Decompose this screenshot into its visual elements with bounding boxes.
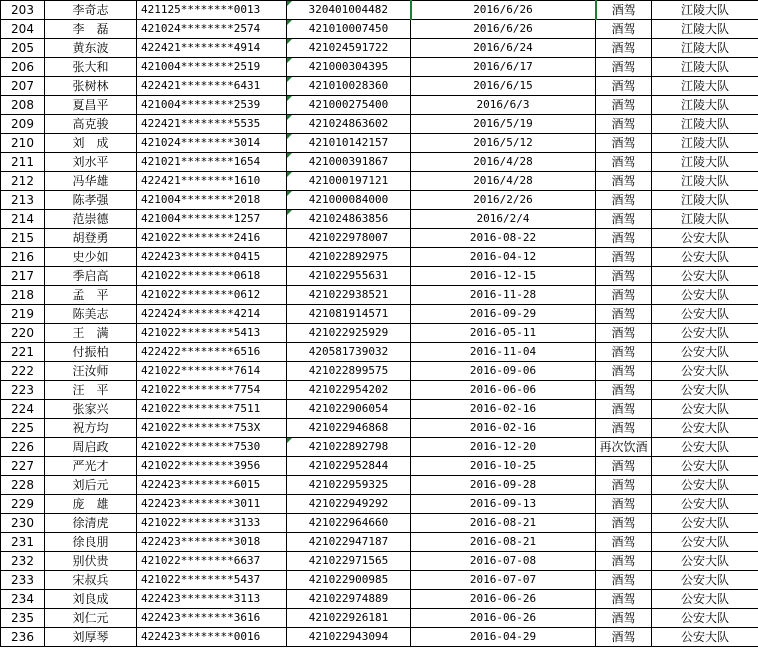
license-number-cell[interactable]: 421000197121 <box>287 172 411 191</box>
date-cell[interactable]: 2016/2/26 <box>411 191 596 210</box>
date-cell[interactable]: 2016-02-16 <box>411 419 596 438</box>
violation-cell[interactable]: 酒驾 <box>596 39 652 58</box>
row-number-cell[interactable]: 235 <box>1 609 45 628</box>
table-row[interactable] <box>1 362 758 381</box>
unit-cell[interactable]: 公安大队 <box>652 457 758 476</box>
row-number-cell[interactable]: 218 <box>1 286 45 305</box>
table-row[interactable] <box>1 153 758 172</box>
name-cell[interactable]: 别伏贵 <box>45 552 137 571</box>
name-cell[interactable]: 胡登勇 <box>45 229 137 248</box>
name-cell[interactable]: 孟 平 <box>45 286 137 305</box>
row-number-cell[interactable]: 231 <box>1 533 45 552</box>
violation-cell[interactable]: 酒驾 <box>596 628 652 647</box>
violation-cell[interactable]: 酒驾 <box>596 552 652 571</box>
table-row[interactable] <box>1 229 758 248</box>
date-cell[interactable]: 2016/4/28 <box>411 153 596 172</box>
unit-cell[interactable]: 公安大队 <box>652 324 758 343</box>
license-number-cell[interactable]: 421024863602 <box>287 115 411 134</box>
date-cell[interactable]: 2016-04-12 <box>411 248 596 267</box>
name-cell[interactable]: 宋叔兵 <box>45 571 137 590</box>
table-row[interactable] <box>1 267 758 286</box>
license-number-cell[interactable]: 420581739032 <box>287 343 411 362</box>
violation-cell[interactable]: 酒驾 <box>596 267 652 286</box>
table-row[interactable] <box>1 590 758 609</box>
table-row[interactable] <box>1 39 758 58</box>
unit-cell[interactable]: 江陵大队 <box>652 153 758 172</box>
violation-cell[interactable]: 酒驾 <box>596 457 652 476</box>
date-cell[interactable]: 2016-06-26 <box>411 590 596 609</box>
name-cell[interactable]: 冯华雄 <box>45 172 137 191</box>
violation-cell[interactable]: 酒驾 <box>596 419 652 438</box>
name-cell[interactable]: 季启高 <box>45 267 137 286</box>
unit-cell[interactable]: 公安大队 <box>652 343 758 362</box>
name-cell[interactable]: 李 磊 <box>45 20 137 39</box>
table-row[interactable] <box>1 248 758 267</box>
id-number-cell[interactable]: 421022********2416 <box>137 229 287 248</box>
license-number-cell[interactable]: 421022947187 <box>287 533 411 552</box>
row-number-cell[interactable]: 222 <box>1 362 45 381</box>
violation-cell[interactable]: 酒驾 <box>596 381 652 400</box>
violation-cell[interactable]: 酒驾 <box>596 58 652 77</box>
id-number-cell[interactable]: 422423********3018 <box>137 533 287 552</box>
date-cell[interactable]: 2016/6/17 <box>411 58 596 77</box>
license-number-cell[interactable]: 421000304395 <box>287 58 411 77</box>
row-number-cell[interactable]: 208 <box>1 96 45 115</box>
license-number-cell[interactable]: 421024591722 <box>287 39 411 58</box>
row-number-cell[interactable]: 221 <box>1 343 45 362</box>
unit-cell[interactable]: 江陵大队 <box>652 39 758 58</box>
table-row[interactable] <box>1 96 758 115</box>
id-number-cell[interactable]: 421004********2519 <box>137 58 287 77</box>
id-number-cell[interactable]: 421004********2539 <box>137 96 287 115</box>
table-row[interactable] <box>1 419 758 438</box>
date-cell[interactable]: 2016-05-11 <box>411 324 596 343</box>
violation-cell[interactable]: 酒驾 <box>596 248 652 267</box>
license-number-cell[interactable]: 421022978007 <box>287 229 411 248</box>
license-number-cell[interactable]: 421022943094 <box>287 628 411 647</box>
name-cell[interactable]: 周启政 <box>45 438 137 457</box>
date-cell[interactable]: 2016-10-25 <box>411 457 596 476</box>
violation-cell[interactable]: 酒驾 <box>596 324 652 343</box>
violation-cell[interactable]: 酒驾 <box>596 609 652 628</box>
id-number-cell[interactable]: 421022********0612 <box>137 286 287 305</box>
license-number-cell[interactable]: 421022964660 <box>287 514 411 533</box>
table-body <box>1 1 758 647</box>
unit-cell[interactable]: 江陵大队 <box>652 20 758 39</box>
license-number-cell[interactable]: 421024863856 <box>287 210 411 229</box>
name-cell[interactable]: 李奇志 <box>45 1 137 20</box>
row-number-cell[interactable]: 223 <box>1 381 45 400</box>
license-number-cell[interactable]: 421022954202 <box>287 381 411 400</box>
date-cell[interactable]: 2016-06-06 <box>411 381 596 400</box>
table-row[interactable] <box>1 514 758 533</box>
table-row[interactable] <box>1 381 758 400</box>
table-row[interactable] <box>1 305 758 324</box>
violation-cell[interactable]: 再次饮酒 <box>596 438 652 457</box>
id-number-cell[interactable]: 422422********6516 <box>137 343 287 362</box>
violation-cell[interactable]: 酒驾 <box>596 571 652 590</box>
row-number-cell[interactable]: 206 <box>1 58 45 77</box>
violation-cell[interactable]: 酒驾 <box>596 400 652 419</box>
name-cell[interactable]: 张大和 <box>45 58 137 77</box>
row-number-cell[interactable]: 205 <box>1 39 45 58</box>
license-number-cell[interactable]: 421010007450 <box>287 20 411 39</box>
violation-cell[interactable]: 酒驾 <box>596 305 652 324</box>
name-cell[interactable]: 王 满 <box>45 324 137 343</box>
violation-cell[interactable]: 酒驾 <box>596 514 652 533</box>
table-row[interactable] <box>1 134 758 153</box>
unit-cell[interactable]: 江陵大队 <box>652 1 758 20</box>
unit-cell[interactable]: 江陵大队 <box>652 210 758 229</box>
row-number-cell[interactable]: 229 <box>1 495 45 514</box>
id-number-cell[interactable]: 422424********4214 <box>137 305 287 324</box>
table-row[interactable] <box>1 172 758 191</box>
license-number-cell[interactable]: 421022926181 <box>287 609 411 628</box>
violation-cell[interactable]: 酒驾 <box>596 476 652 495</box>
date-cell[interactable]: 2016/4/28 <box>411 172 596 191</box>
violation-cell[interactable]: 酒驾 <box>596 20 652 39</box>
name-cell[interactable]: 严光才 <box>45 457 137 476</box>
table-row[interactable] <box>1 495 758 514</box>
violation-cell[interactable]: 酒驾 <box>596 286 652 305</box>
name-cell[interactable]: 庞 雄 <box>45 495 137 514</box>
unit-cell[interactable]: 公安大队 <box>652 248 758 267</box>
license-number-cell[interactable]: 421022906054 <box>287 400 411 419</box>
date-cell[interactable]: 2016-07-08 <box>411 552 596 571</box>
license-number-cell[interactable]: 421000084000 <box>287 191 411 210</box>
license-number-cell[interactable]: 421022946868 <box>287 419 411 438</box>
id-number-cell[interactable]: 422421********4914 <box>137 39 287 58</box>
violation-cell[interactable]: 酒驾 <box>596 153 652 172</box>
name-cell[interactable]: 陈孝强 <box>45 191 137 210</box>
date-cell[interactable]: 2016/6/3 <box>411 96 596 115</box>
name-cell[interactable]: 范崇德 <box>45 210 137 229</box>
violation-cell[interactable]: 酒驾 <box>596 495 652 514</box>
unit-cell[interactable]: 公安大队 <box>652 514 758 533</box>
id-number-cell[interactable]: 422423********3011 <box>137 495 287 514</box>
name-cell[interactable]: 张树林 <box>45 77 137 96</box>
table-row[interactable] <box>1 58 758 77</box>
id-number-cell[interactable]: 421022********6637 <box>137 552 287 571</box>
id-number-cell[interactable]: 421022********0618 <box>137 267 287 286</box>
unit-cell[interactable]: 江陵大队 <box>652 58 758 77</box>
date-cell[interactable]: 2016-08-22 <box>411 229 596 248</box>
table-row[interactable] <box>1 1 758 20</box>
unit-cell[interactable]: 公安大队 <box>652 229 758 248</box>
violation-cell[interactable]: 酒驾 <box>596 343 652 362</box>
date-cell[interactable]: 2016-04-29 <box>411 628 596 647</box>
name-cell[interactable]: 刘良成 <box>45 590 137 609</box>
date-cell[interactable]: 2016-09-13 <box>411 495 596 514</box>
unit-cell[interactable]: 江陵大队 <box>652 134 758 153</box>
license-number-cell[interactable]: 421081914571 <box>287 305 411 324</box>
row-number-cell[interactable]: 212 <box>1 172 45 191</box>
unit-cell[interactable]: 公安大队 <box>652 552 758 571</box>
row-number-cell[interactable]: 230 <box>1 514 45 533</box>
name-cell[interactable]: 祝方均 <box>45 419 137 438</box>
violation-cell[interactable]: 酒驾 <box>596 77 652 96</box>
table-row[interactable] <box>1 210 758 229</box>
row-number-cell[interactable]: 224 <box>1 400 45 419</box>
license-number-cell[interactable]: 421022949292 <box>287 495 411 514</box>
row-number-cell[interactable]: 204 <box>1 20 45 39</box>
table-row[interactable] <box>1 457 758 476</box>
row-number-cell[interactable]: 219 <box>1 305 45 324</box>
row-number-cell[interactable]: 209 <box>1 115 45 134</box>
violation-cell[interactable]: 酒驾 <box>596 362 652 381</box>
date-cell[interactable]: 2016-07-07 <box>411 571 596 590</box>
name-cell[interactable]: 夏昌平 <box>45 96 137 115</box>
row-number-cell[interactable]: 210 <box>1 134 45 153</box>
unit-cell[interactable]: 公安大队 <box>652 438 758 457</box>
id-number-cell[interactable]: 422423********3616 <box>137 609 287 628</box>
name-cell[interactable]: 汪 平 <box>45 381 137 400</box>
id-number-cell[interactable]: 421024********3014 <box>137 134 287 153</box>
row-number-cell[interactable]: 213 <box>1 191 45 210</box>
name-cell[interactable]: 刘厚琴 <box>45 628 137 647</box>
row-number-cell[interactable]: 215 <box>1 229 45 248</box>
name-cell[interactable]: 刘仁元 <box>45 609 137 628</box>
date-cell[interactable]: 2016-11-28 <box>411 286 596 305</box>
table-row[interactable] <box>1 438 758 457</box>
unit-cell[interactable]: 公安大队 <box>652 476 758 495</box>
table-row[interactable] <box>1 533 758 552</box>
table-row[interactable] <box>1 476 758 495</box>
violation-cell[interactable]: 酒驾 <box>596 533 652 552</box>
license-number-cell[interactable]: 421022971565 <box>287 552 411 571</box>
id-number-cell[interactable]: 422421********6431 <box>137 77 287 96</box>
unit-cell[interactable]: 公安大队 <box>652 590 758 609</box>
license-number-cell[interactable]: 421000275400 <box>287 96 411 115</box>
date-cell[interactable]: 2016-09-06 <box>411 362 596 381</box>
violation-cell[interactable]: 酒驾 <box>596 115 652 134</box>
date-cell[interactable]: 2016/6/26 <box>411 20 596 39</box>
date-cell[interactable]: 2016-12-20 <box>411 438 596 457</box>
license-number-cell[interactable]: 320401004482 <box>287 1 411 20</box>
unit-cell[interactable]: 公安大队 <box>652 400 758 419</box>
table-row[interactable] <box>1 20 758 39</box>
unit-cell[interactable]: 公安大队 <box>652 362 758 381</box>
violation-cell[interactable]: 酒驾 <box>596 191 652 210</box>
row-number-cell[interactable]: 217 <box>1 267 45 286</box>
violation-cell[interactable]: 酒驾 <box>596 96 652 115</box>
name-cell[interactable]: 徐清虎 <box>45 514 137 533</box>
id-number-cell[interactable]: 422423********0415 <box>137 248 287 267</box>
id-number-cell[interactable]: 421022********7754 <box>137 381 287 400</box>
id-number-cell[interactable]: 421004********2018 <box>137 191 287 210</box>
license-number-cell[interactable]: 421022892798 <box>287 438 411 457</box>
id-number-cell[interactable]: 421022********7530 <box>137 438 287 457</box>
license-number-cell[interactable]: 421022959325 <box>287 476 411 495</box>
violation-cell[interactable]: 酒驾 <box>596 134 652 153</box>
date-cell[interactable]: 2016-08-21 <box>411 533 596 552</box>
id-number-cell[interactable]: 422421********1610 <box>137 172 287 191</box>
date-cell[interactable]: 2016-12-15 <box>411 267 596 286</box>
name-cell[interactable]: 刘 成 <box>45 134 137 153</box>
license-number-cell[interactable]: 421022955631 <box>287 267 411 286</box>
row-number-cell[interactable]: 227 <box>1 457 45 476</box>
license-number-cell[interactable]: 421022952844 <box>287 457 411 476</box>
date-cell[interactable]: 2016/2/4 <box>411 210 596 229</box>
name-cell[interactable]: 付振柏 <box>45 343 137 362</box>
unit-cell[interactable]: 公安大队 <box>652 628 758 647</box>
row-number-cell[interactable]: 226 <box>1 438 45 457</box>
id-number-cell[interactable]: 421022********5437 <box>137 571 287 590</box>
id-number-cell[interactable]: 421021********1654 <box>137 153 287 172</box>
violation-cell[interactable]: 酒驾 <box>596 590 652 609</box>
unit-cell[interactable]: 江陵大队 <box>652 191 758 210</box>
violation-cell[interactable]: 酒驾 <box>596 1 652 20</box>
unit-cell[interactable]: 江陵大队 <box>652 172 758 191</box>
table-row[interactable] <box>1 343 758 362</box>
table-row[interactable] <box>1 115 758 134</box>
license-number-cell[interactable]: 421022900985 <box>287 571 411 590</box>
unit-cell[interactable]: 公安大队 <box>652 533 758 552</box>
date-cell[interactable]: 2016/6/15 <box>411 77 596 96</box>
date-cell[interactable]: 2016/6/24 <box>411 39 596 58</box>
row-number-cell[interactable]: 211 <box>1 153 45 172</box>
license-number-cell[interactable]: 421022892975 <box>287 248 411 267</box>
date-cell[interactable]: 2016-09-28 <box>411 476 596 495</box>
row-number-cell[interactable]: 207 <box>1 77 45 96</box>
id-number-cell[interactable]: 422423********0016 <box>137 628 287 647</box>
name-cell[interactable]: 陈美志 <box>45 305 137 324</box>
unit-cell[interactable]: 公安大队 <box>652 267 758 286</box>
id-number-cell[interactable]: 421022********7614 <box>137 362 287 381</box>
date-cell[interactable]: 2016-02-16 <box>411 400 596 419</box>
name-cell[interactable]: 刘水平 <box>45 153 137 172</box>
date-cell[interactable]: 2016-08-21 <box>411 514 596 533</box>
table-row[interactable] <box>1 571 758 590</box>
name-cell[interactable]: 汪汝师 <box>45 362 137 381</box>
id-number-cell[interactable]: 422421********5535 <box>137 115 287 134</box>
unit-cell[interactable]: 公安大队 <box>652 609 758 628</box>
license-number-cell[interactable]: 421010142157 <box>287 134 411 153</box>
violation-cell[interactable]: 酒驾 <box>596 210 652 229</box>
row-number-cell[interactable]: 214 <box>1 210 45 229</box>
name-cell[interactable]: 史少如 <box>45 248 137 267</box>
violation-cell[interactable]: 酒驾 <box>596 229 652 248</box>
violation-cell[interactable]: 酒驾 <box>596 172 652 191</box>
id-number-cell[interactable]: 421004********1257 <box>137 210 287 229</box>
unit-cell[interactable]: 公安大队 <box>652 305 758 324</box>
row-number-cell[interactable]: 236 <box>1 628 45 647</box>
id-number-cell[interactable]: 422423********6015 <box>137 476 287 495</box>
name-cell[interactable]: 刘后元 <box>45 476 137 495</box>
table-row[interactable] <box>1 609 758 628</box>
unit-cell[interactable]: 公安大队 <box>652 381 758 400</box>
table-row[interactable] <box>1 628 758 647</box>
table-row[interactable] <box>1 77 758 96</box>
unit-cell[interactable]: 江陵大队 <box>652 96 758 115</box>
id-number-cell[interactable]: 421125********0013 <box>137 1 287 20</box>
date-cell[interactable]: 2016-11-04 <box>411 343 596 362</box>
table-row[interactable] <box>1 400 758 419</box>
date-cell[interactable]: 2016/5/19 <box>411 115 596 134</box>
table-row[interactable] <box>1 552 758 571</box>
id-number-cell[interactable]: 421022********5413 <box>137 324 287 343</box>
row-number-cell[interactable]: 234 <box>1 590 45 609</box>
row-number-cell[interactable]: 220 <box>1 324 45 343</box>
unit-cell[interactable]: 江陵大队 <box>652 115 758 134</box>
license-number-cell[interactable]: 421022974889 <box>287 590 411 609</box>
id-number-cell[interactable]: 421022********753X <box>137 419 287 438</box>
name-cell[interactable]: 黄东波 <box>45 39 137 58</box>
row-number-cell[interactable]: 225 <box>1 419 45 438</box>
table-row[interactable] <box>1 286 758 305</box>
license-number-cell[interactable]: 421022899575 <box>287 362 411 381</box>
id-number-cell[interactable]: 422423********3113 <box>137 590 287 609</box>
id-number-cell[interactable]: 421022********3133 <box>137 514 287 533</box>
table-row[interactable] <box>1 324 758 343</box>
id-number-cell[interactable]: 421024********2574 <box>137 20 287 39</box>
date-cell[interactable]: 2016/5/12 <box>411 134 596 153</box>
unit-cell[interactable]: 江陵大队 <box>652 77 758 96</box>
unit-cell[interactable]: 公安大队 <box>652 419 758 438</box>
license-number-cell[interactable]: 421000391867 <box>287 153 411 172</box>
row-number-cell[interactable]: 232 <box>1 552 45 571</box>
unit-cell[interactable]: 公安大队 <box>652 495 758 514</box>
unit-cell[interactable]: 公安大队 <box>652 571 758 590</box>
row-number-cell[interactable]: 233 <box>1 571 45 590</box>
license-number-cell[interactable]: 421022925929 <box>287 324 411 343</box>
date-cell[interactable]: 2016/6/26 <box>411 1 596 20</box>
unit-cell[interactable]: 公安大队 <box>652 286 758 305</box>
license-number-cell[interactable]: 421022938521 <box>287 286 411 305</box>
name-cell[interactable]: 高克骏 <box>45 115 137 134</box>
name-cell[interactable]: 徐良朋 <box>45 533 137 552</box>
name-cell[interactable]: 张家兴 <box>45 400 137 419</box>
date-cell[interactable]: 2016-09-29 <box>411 305 596 324</box>
table-row[interactable] <box>1 191 758 210</box>
license-number-cell[interactable]: 421010028360 <box>287 77 411 96</box>
id-number-cell[interactable]: 421022********7511 <box>137 400 287 419</box>
row-number-cell[interactable]: 203 <box>1 1 45 20</box>
id-number-cell[interactable]: 421022********3956 <box>137 457 287 476</box>
row-number-cell[interactable]: 216 <box>1 248 45 267</box>
row-number-cell[interactable]: 228 <box>1 476 45 495</box>
date-cell[interactable]: 2016-06-26 <box>411 609 596 628</box>
